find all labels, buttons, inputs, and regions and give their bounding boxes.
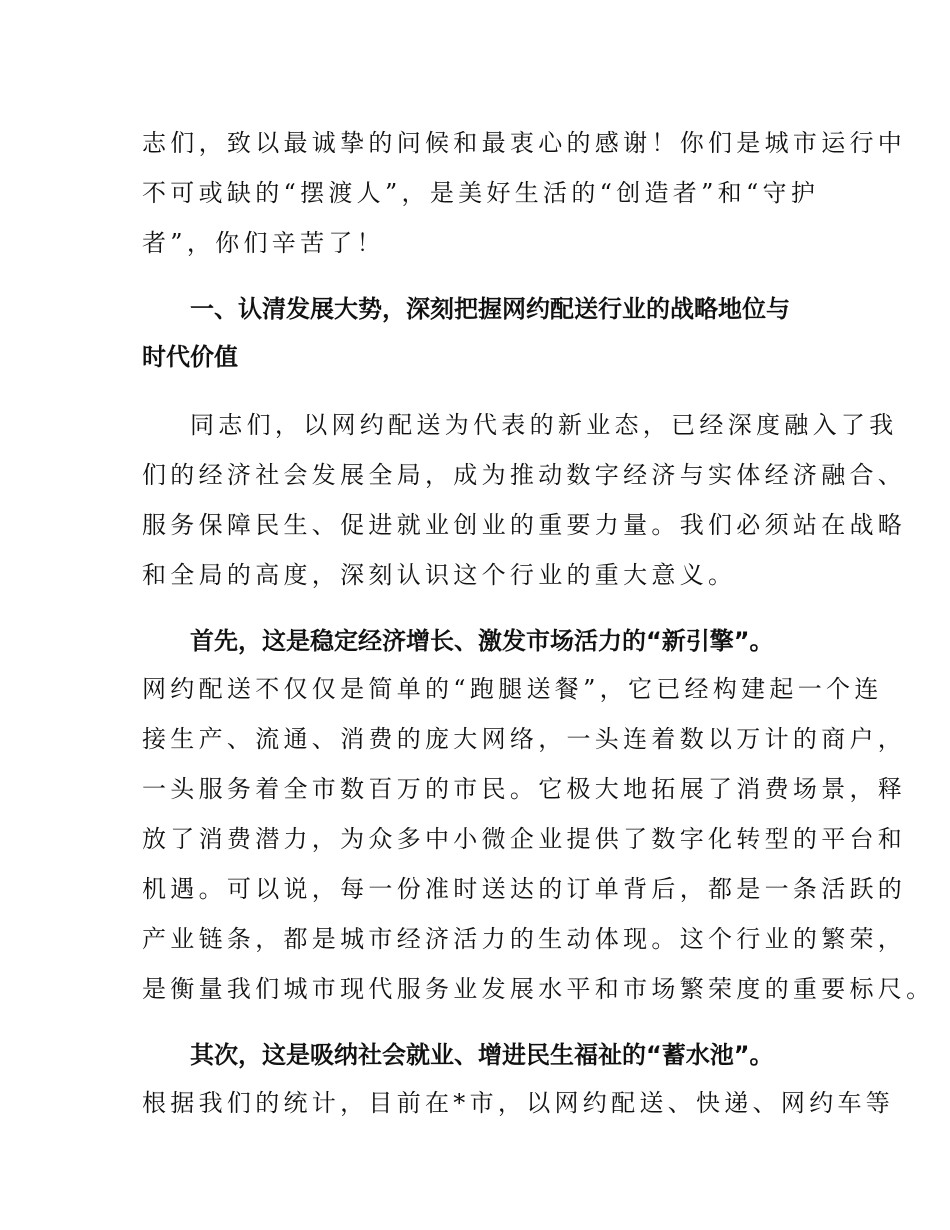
paragraph-line: 网约配送不仅仅是简单的“跑腿送餐”，它已经构建起一个连 [142,675,883,703]
subsection-heading: 首先，这是稳定经济增长、激发市场活力的“新引擎”。 [190,627,774,655]
section-heading: 一、认清发展大势，深刻把握网约配送行业的战略地位与 [190,295,790,323]
paragraph-line: 接生产、流通、消费的庞大网络，一头连着数以万计的商户， [142,725,907,753]
paragraph-line: 者”，你们辛苦了！ [142,229,385,257]
paragraph-line: 一头服务着全市数百万的市民。它极大地拓展了消费场景，释 [142,775,907,803]
paragraph-line: 服务保障民生、促进就业创业的重要力量。我们必须站在战略 [142,511,907,539]
paragraph-line: 志们，致以最诚挚的问候和最衷心的感谢！你们是城市运行中 [142,129,907,157]
paragraph-line: 机遇。可以说，每一份准时送达的订单背后，都是一条活跃的 [142,875,907,903]
subsection-heading: 其次，这是吸纳社会就业、增进民生福祉的“蓄水池”。 [190,1041,774,1069]
paragraph-line: 放了消费潜力，为众多中小微企业提供了数字化转型的平台和 [142,825,907,853]
paragraph-line: 根据我们的统计，目前在*市，以网约配送、快递、网约车等 [142,1089,895,1117]
paragraph-line: 产业链条，都是城市经济活力的生动体现。这个行业的繁荣， [142,925,907,953]
paragraph-line: 是衡量我们城市现代服务业发展水平和市场繁荣度的重要标尺。 [142,975,935,1003]
paragraph-line: 同志们，以网约配送为代表的新业态，已经深度融入了我 [190,411,898,439]
paragraph-line: 和全局的高度，深刻认识这个行业的重大意义。 [142,561,737,589]
paragraph-line: 们的经济社会发展全局，成为推动数字经济与实体经济融合、 [142,461,907,489]
section-heading-continuation: 时代价值 [142,343,238,371]
paragraph-line: 不可或缺的“摆渡人”，是美好生活的“创造者”和“守护 [142,179,820,207]
